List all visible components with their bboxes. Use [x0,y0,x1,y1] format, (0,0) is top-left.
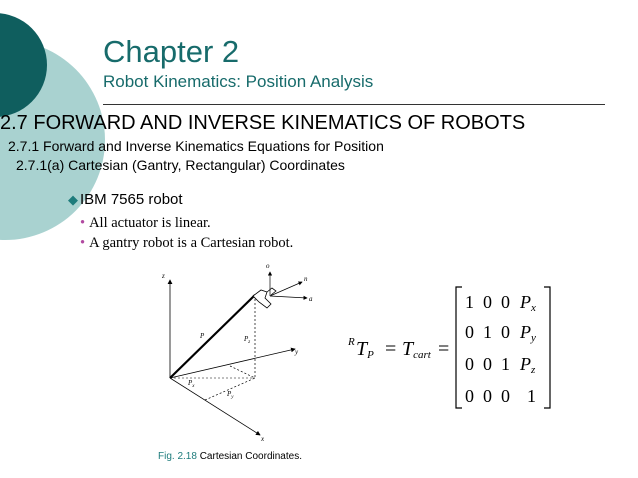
dot-bullet-icon: • [80,215,86,231]
n-axis [270,282,302,296]
n-axis-label: n [304,275,308,283]
second-equals: = [438,338,450,360]
sub-bullet-text: A gantry robot is a Cartesian robot. [89,235,294,251]
mid-term: Tcart [402,338,431,361]
left-bracket [456,287,462,408]
matrix-cell: 1 [501,354,510,374]
figure-caption-text: Cartesian Coordinates. [196,451,302,462]
gripper-icon [253,288,276,308]
y-axis [170,349,295,378]
figure-number: Fig. 2.18 [158,451,197,462]
matrix-cell: 0 [483,354,492,374]
main-bullet [68,191,183,209]
o-axis-label: o [266,262,270,270]
figure-caption [158,451,302,463]
matrix-cell: 1 [527,386,536,406]
a-axis [270,296,307,298]
matrix-cell: Py [520,322,536,344]
matrix-cell: 0 [483,386,492,406]
matrix-cell: 0 [465,322,474,342]
first-equals: = [385,338,397,360]
matrix-cell: 0 [465,386,474,406]
matrix-cell: 0 [501,322,510,342]
matrix-row [465,292,536,314]
title-divider [103,104,605,105]
sub-bullet-text: All actuator is linear. [89,215,211,231]
matrix-row [465,386,536,406]
py-projection [230,366,255,378]
z-axis-label: z [162,272,165,280]
matrix-cell: Pz [520,354,536,376]
matrix-cell: 0 [465,354,474,374]
x-axis [170,378,260,435]
matrix-row [465,354,536,376]
a-axis-label: a [309,295,313,303]
dot-bullet-icon: • [80,235,86,251]
matrix-cell: 0 [501,292,510,312]
right-bracket [544,287,550,408]
x-axis-label: x [261,435,265,443]
vector-pz-label: $P_z$ [244,335,251,345]
sub-bullet-item [80,233,293,253]
matrix-row [465,322,536,344]
sub-bullet-item [80,213,293,233]
vector-py-label: $P_y$ [227,390,234,400]
section-heading: 2.7 FORWARD AND INVERSE KINEMATICS OF ROBOTS [0,112,526,134]
title-block [103,34,373,92]
diamond-bullet-icon: ◆ [68,192,78,207]
position-vector [170,295,255,378]
matrix-cell: 0 [483,292,492,312]
main-bullet-text: IBM 7565 robot [80,191,183,208]
transform-equation [345,283,560,413]
matrix-cell: 1 [465,292,474,312]
subsection-heading: 2.7.1 Forward and Inverse Kinematics Equations for Position [8,138,384,154]
lhs-term: TP [356,338,374,361]
vector-p-label: P [200,332,205,340]
subsubsection-heading: 2.7.1(a) Cartesian (Gantry, Rectangular) Coordinates [16,157,345,173]
chapter-subtitle: Robot Kinematics: Position Analysis [103,72,374,91]
cartesian-figure [145,258,335,448]
chapter-title: Chapter 2 [103,34,240,69]
matrix-cell: Px [520,292,536,314]
y-axis-label: y [295,348,299,356]
sub-bullet-list [80,213,293,253]
vector-px-label: $P_x$ [188,379,195,389]
matrix-cell: 1 [483,322,492,342]
matrix-cell: 0 [501,386,510,406]
lhs-superscript: R [348,336,355,348]
